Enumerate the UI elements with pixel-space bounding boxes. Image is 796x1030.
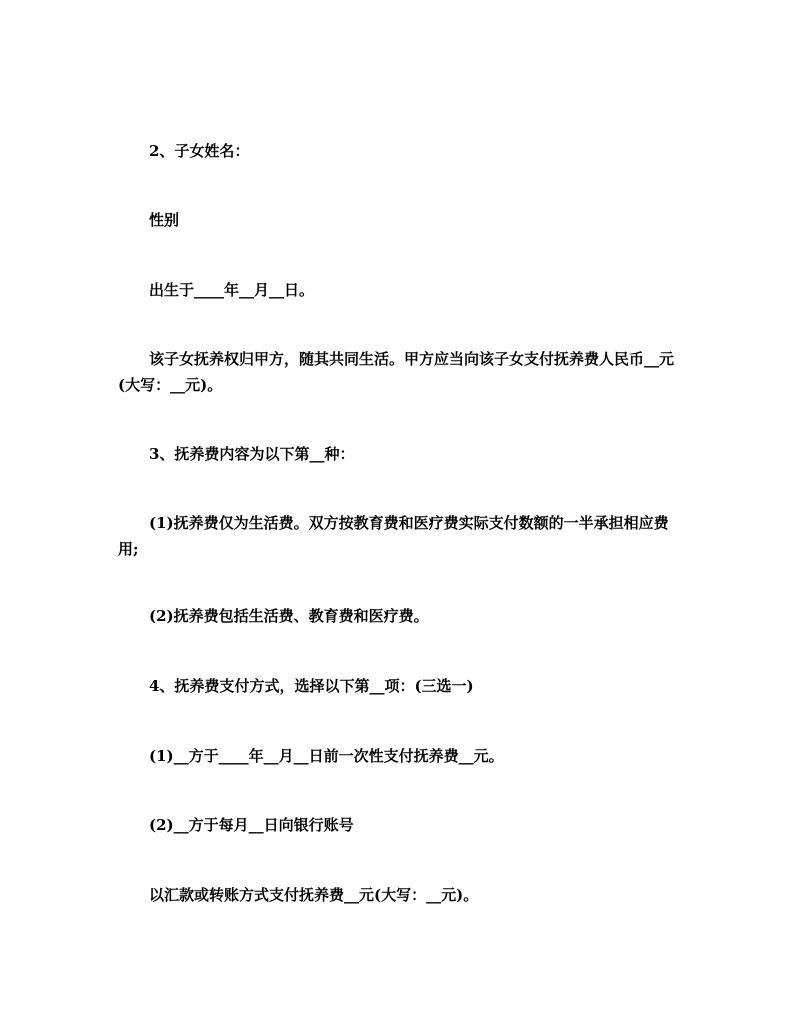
payment-transfer-line: 以汇款或转账方式支付抚养费__元(大写：__元)。	[149, 886, 479, 904]
child-name-line: 2、子女姓名：	[149, 142, 250, 160]
support-content-heading: 3、抚养费内容为以下第__种：	[149, 445, 355, 463]
support-option-1: (1)抚养费仅为生活费。双方按教育费和医疗费实际支付数额的一半承担相应费用;	[118, 514, 669, 558]
payment-option-2: (2)__方于每月__日向银行账号	[149, 816, 354, 834]
custody-paragraph: 该子女抚养权归甲方，随其共同生活。甲方应当向该子女支付抚养费人民币__元(大写：__元)。	[118, 350, 675, 394]
payment-option-1: (1)__方于____年__月__日前一次性支付抚养费__元。	[149, 747, 504, 765]
support-option-2: (2)抚养费包括生活费、教育费和医疗费。	[149, 607, 429, 625]
birth-date-line: 出生于____年__月__日。	[149, 281, 315, 299]
payment-method-heading: 4、抚养费支付方式，选择以下第__项：(三选一)	[149, 677, 474, 695]
gender-line: 性别	[149, 211, 180, 229]
